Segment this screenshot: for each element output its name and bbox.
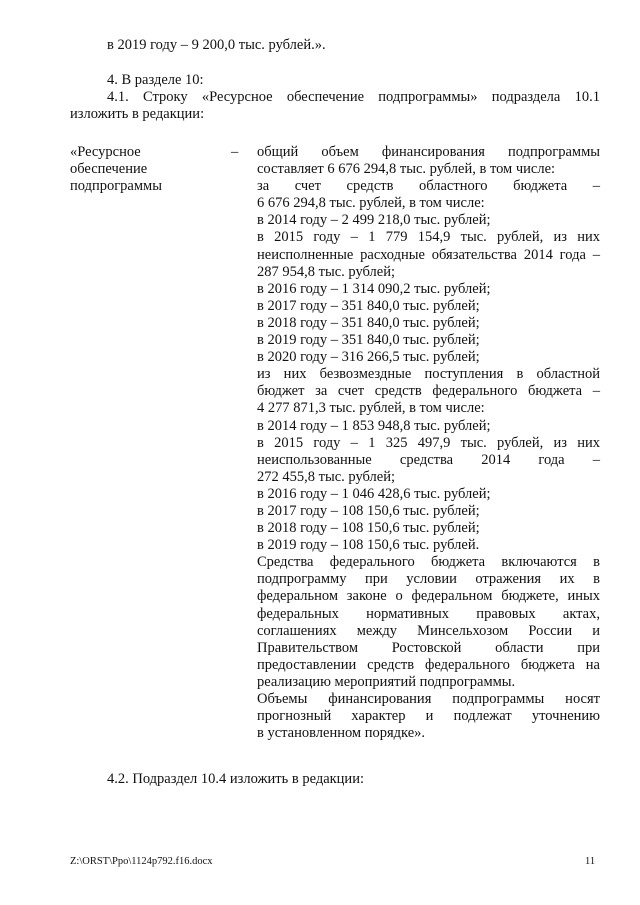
row-dash: – <box>231 144 239 160</box>
content-line: Объемы финансирования подпрограммы носят <box>257 691 600 707</box>
content-line: в 2015 году – 1 779 154,9 тыс. рублей, из них <box>257 229 600 246</box>
content-line: соглашениях между Минсельхозом России и <box>257 622 600 639</box>
content-line: 287 954,8 тыс. рублей; <box>257 263 395 280</box>
content-line: в 2019 году – 108 150,6 тыс. рублей. <box>257 537 480 554</box>
content-line: в 2018 году – 108 150,6 тыс. рублей; <box>257 520 480 537</box>
content-line: в 2020 году – 316 266,5 тыс. рублей; <box>257 349 480 366</box>
content-line: общий объем финансирования подпрограммы <box>257 144 600 160</box>
content-line: в установленном порядке». <box>257 725 426 742</box>
content-line: составляет 6 676 294,8 тыс. рублей, в том числе: <box>257 161 556 178</box>
content-line: Средства федерального бюджета включаются в <box>257 554 600 571</box>
paragraph-2019-line: в 2019 году – 9 200,0 тыс. рублей.». <box>107 37 326 53</box>
content-line: в 2017 году – 351 840,0 тыс. рублей; <box>257 297 480 314</box>
content-line: в 2019 году – 351 840,0 тыс. рублей; <box>257 332 480 349</box>
content-line: неисполненные расходные обязательства 2014 года – <box>257 246 600 263</box>
content-line: предоставлении средств федерального бюджета на <box>257 656 600 673</box>
content-line: реализацию мероприятий подпрограммы. <box>257 673 516 690</box>
row-label-line: подпрограммы <box>70 178 162 194</box>
content-line: в 2014 году – 1 853 948,8 тыс. рублей; <box>257 417 491 434</box>
content-line: из них безвозмездные поступления в областной <box>257 366 600 383</box>
content-line: федеральном законе о федеральном бюджете, иных <box>257 588 600 605</box>
content-line: неиспользованные средства 2014 года – <box>257 451 600 468</box>
content-line: прогнозный характер и подлежат уточнению <box>257 708 600 725</box>
footer-page-number: 11 <box>585 856 596 867</box>
content-line: в 2018 году – 351 840,0 тыс. рублей; <box>257 314 480 331</box>
item-4-1-line2: изложить в редакции: <box>70 106 205 122</box>
content-line: в 2017 году – 108 150,6 тыс. рублей; <box>257 502 480 519</box>
content-line: в 2014 году – 2 499 218,0 тыс. рублей; <box>257 212 491 229</box>
row-label-line: обеспечение <box>70 161 148 177</box>
row-label <box>70 144 220 195</box>
content-line: в 2015 году – 1 325 497,9 тыс. рублей, из них <box>257 434 600 451</box>
content-line: в 2016 году – 1 046 428,6 тыс. рублей; <box>257 485 491 502</box>
content-line: за счет средств областного бюджета – <box>257 178 600 195</box>
content-line: 4 277 871,3 тыс. рублей, в том числе: <box>257 400 485 417</box>
content-line: бюджет за счет средств федерального бюджета – <box>257 383 600 400</box>
row-label-line: «Ресурсное <box>70 144 141 160</box>
footer-file-path: Z:\ORST\Ppo\1124p792.f16.docx <box>70 856 213 867</box>
row-content <box>257 144 600 742</box>
content-line: 272 455,8 тыс. рублей; <box>257 468 395 485</box>
content-line: подпрограмму при условии отражения их в <box>257 571 600 588</box>
content-line: в 2016 году – 1 314 090,2 тыс. рублей; <box>257 280 491 297</box>
item-4-2: 4.2. Подраздел 10.4 изложить в редакции: <box>107 771 364 787</box>
content-line: федеральных нормативных правовых актах, <box>257 605 600 622</box>
content-line: 6 676 294,8 тыс. рублей, в том числе: <box>257 195 485 212</box>
content-line: Правительством Ростовской области при <box>257 639 600 656</box>
item-4-1-line1: 4.1. Строку «Ресурсное обеспечение подпрограммы» подраздела 10.1 <box>107 89 600 105</box>
section-heading: 4. В разделе 10: <box>107 72 204 88</box>
